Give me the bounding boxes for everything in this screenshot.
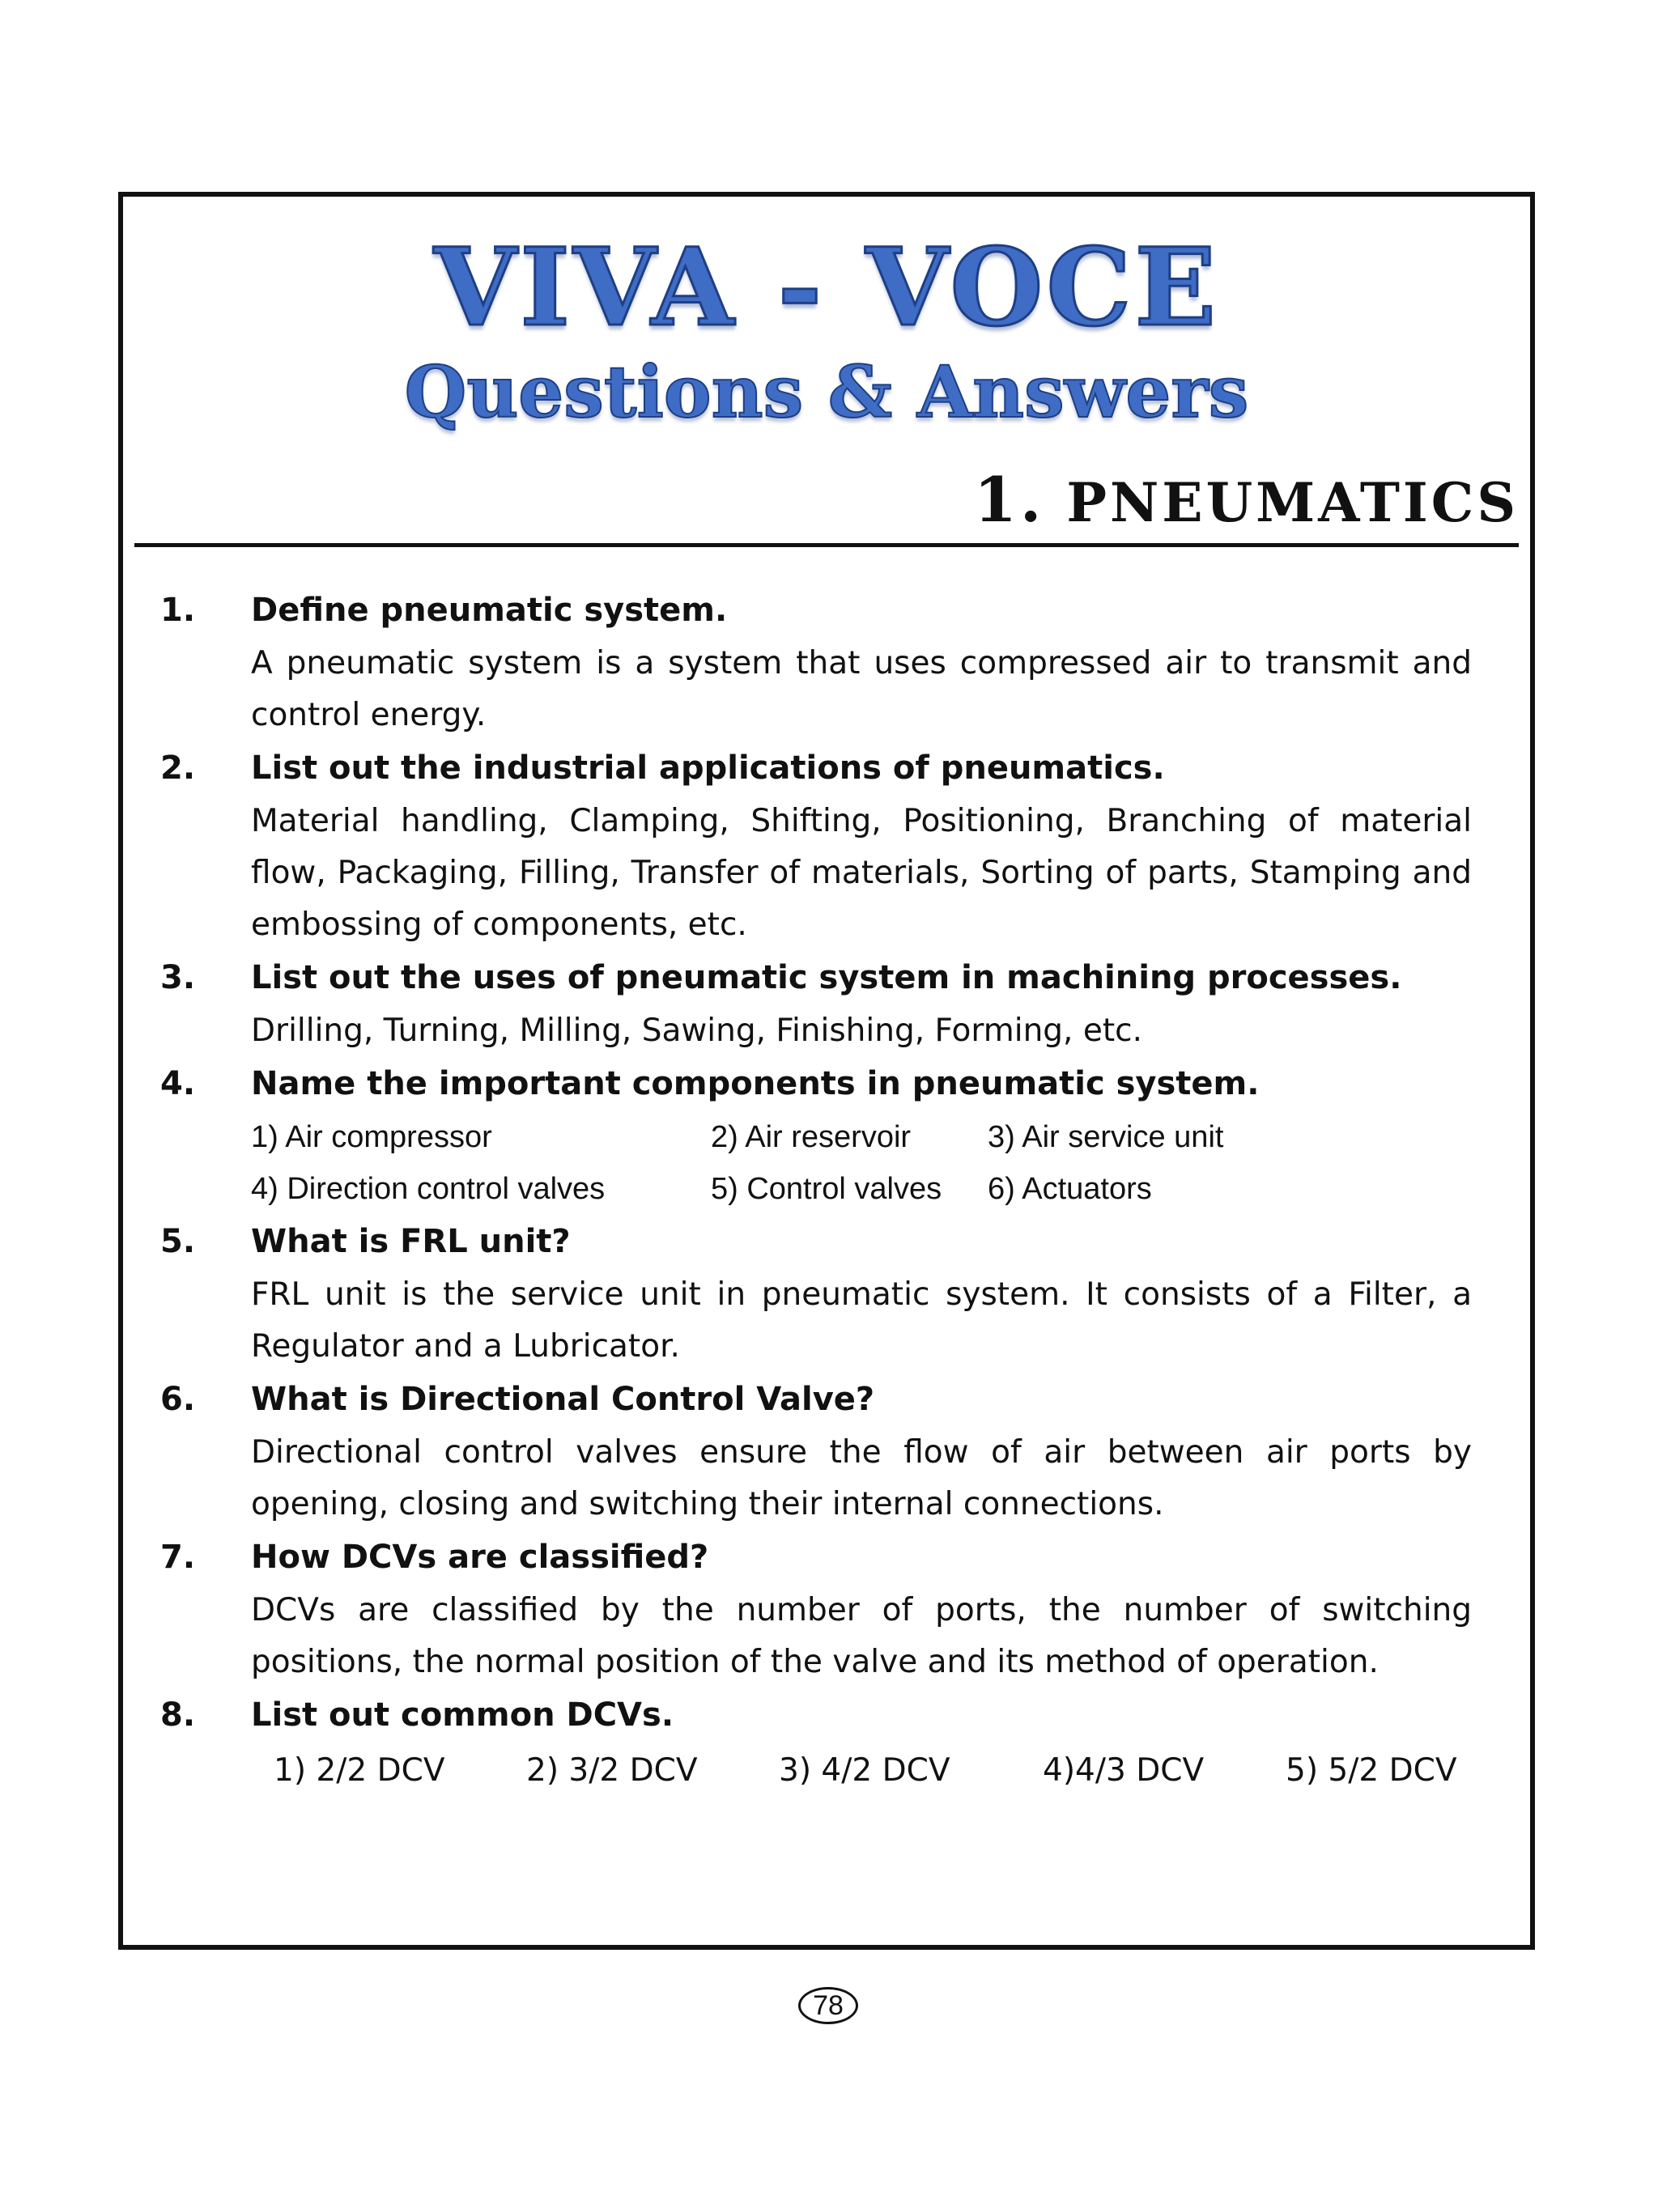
answer-text: Drilling, Turning, Milling, Sawing, Finishing, Forming, etc. [251,1013,1142,1049]
qa-item [160,584,1472,741]
qa-item [160,1373,1472,1531]
answer-text: FRL unit is the service unit in pneumatic system. It consists of a Filter, a Regulator and a Lubricator. [251,1276,1472,1365]
component-item: 4) Direction control valves [251,1172,606,1206]
page-frame [118,192,1535,1950]
question-number: 7. [160,1539,196,1576]
question-number: 6. [160,1381,196,1418]
qa-item [160,951,1472,1057]
question-text: List out common DCVs. [251,1696,674,1734]
qa-item [160,1057,1472,1215]
viva-voce-banner [123,227,1530,436]
component-item: 3) Air service unit [988,1120,1224,1154]
question-text: What is Directional Control Valve? [251,1381,875,1418]
answer-text: A pneumatic system is a system that uses compressed air to transmit and control energy. [251,645,1472,733]
qa-item [160,1688,1472,1799]
question-number: 2. [160,749,196,787]
dcv-item: 5) 5/2 DCV [1286,1752,1457,1789]
component-item: 1) Air compressor [251,1120,492,1154]
heading-rule [134,543,1519,547]
question-text: Define pneumatic system. [251,592,728,629]
dcv-item: 1) 2/2 DCV [274,1752,445,1789]
question-text: What is FRL unit? [251,1223,571,1260]
question-text: How DCVs are classified? [251,1539,709,1576]
dcv-item: 2) 3/2 DCV [526,1752,698,1789]
qa-item [160,1531,1472,1688]
component-item: 6) Actuators [988,1172,1152,1206]
chapter-heading [974,464,1519,536]
answer-text: Directional control valves ensure the flow of air between air ports by opening, closing and switching their internal connections. [251,1434,1472,1522]
qa-list [160,584,1472,1799]
answer-text: Material handling, Clamping, Shifting, Positioning, Branching of material flow, Packaging, Filling, Transfer of materials, Sorting of parts, Stamping and embossing of components, etc. [251,803,1472,943]
components-grid [251,1111,1472,1215]
question-number: 3. [160,959,196,996]
answer-text: DCVs are classified by the number of ports, the number of switching positions, the normal position of the valve and its method of operation. [251,1592,1472,1680]
question-text: List out the uses of pneumatic system in machining processes. [251,959,1402,996]
chapter-title: PNEUMATICS [1066,471,1519,534]
dcv-item: 3) 4/2 DCV [779,1752,950,1789]
dcv-item: 4)4/3 DCV [1043,1752,1205,1789]
banner-subtitle: Questions & Answers [404,350,1249,434]
component-item: 5) Control valves [711,1172,942,1206]
qa-item [160,741,1472,951]
question-number: 1. [160,592,196,629]
question-number: 8. [160,1696,196,1734]
page-number: 78 [798,1987,858,2024]
question-text: Name the important components in pneumatic system. [251,1065,1260,1102]
banner-title: VIVA - VOCE [433,225,1220,350]
question-number: 5. [160,1223,196,1260]
chapter-number: 1. [974,464,1045,536]
dcv-list [274,1743,1472,1799]
question-text: List out the industrial applications of pneumatics. [251,749,1165,787]
component-item: 2) Air reservoir [711,1120,912,1154]
question-number: 4. [160,1065,196,1102]
qa-item [160,1215,1472,1373]
